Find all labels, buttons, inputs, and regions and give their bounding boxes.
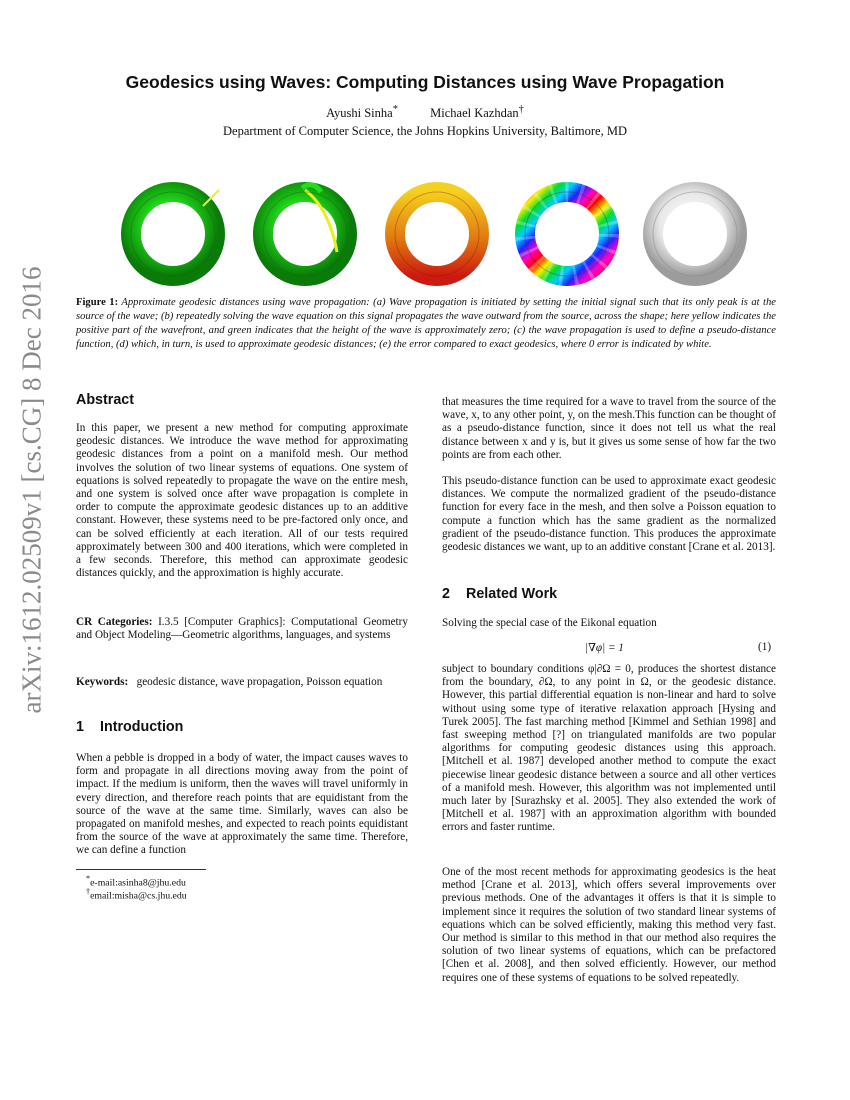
right-paragraph-5: One of the most recent methods for approximating geodesics is the heat method [Crane et al. 2013], which offers several improvements over previous methods. One of the advantages it offers is that it is simple to implement since it requires the solution of two standard linear systems of equations which can be solved efficiently, making this method very fast. Our method is similar to this method in that our method also requires the solution of two linear systems of equations, which can be prefactored [Chen et al. 2008], and then solved efficiently. However, our method requires one of these systems of equations to be solved repeatedly. <box>442 866 776 984</box>
author-2-mark: † <box>518 104 524 115</box>
right-paragraph-4: subject to boundary conditions φ|∂Ω = 0, produces the shortest distance from the boundary, ∂Ω, to any point in Ω, or the geodesic distance. However, this partial differential equation is non-linear and hard to solve without using some type of iterative relaxation approach [Hysing and Turek 2005]. The fast marching method [Kimmel and Sethian 1998] and fast sweeping method [?] on triangulated manifolds are two popular algorithms for computing geodesic distances using this approach. [Mitchell et al. 1987] developed another method to compute the exact piecewise linear geodesic distance between a source and all other vertices of a manifold mesh. However, this algorithm was not implemented until much later by [Surazhsky et al. 2005]. They also extended the work of [Mitchell et al. 1987] with an approximation algorithm with bounded errors and faster runtime. <box>442 663 776 834</box>
figure-caption <box>76 296 776 352</box>
related-title: Related Work <box>466 586 558 602</box>
paper-title: Geodesics using Waves: Computing Distances using Wave Propagation <box>125 72 725 92</box>
author-2: Michael Kazhdan <box>430 106 519 121</box>
abstract-body: In this paper, we present a new method for computing approximate geodesic distances. We introduce the wave method for approximating geodesic distances from a point on a manifold mesh. Our method involves the solution of two linear systems of equations. One system of equations is solved repeatedly to propagate the wave on the entire mesh, and one system is solved once after wave propagation is complete in order to compute the approximate geodesic distances up to an additive constant. However, these systems need to be pre-factored only once, and can be solved efficiently at each iteration. All of our tests required approximately between 300 and 400 iterations, which were completed in a few seconds. Therefore, this method can approximate geodesic distances quickly, and the approximation is highly accurate. <box>76 422 408 580</box>
keywords-label: Keywords: <box>76 676 129 688</box>
figure-caption-text: Approximate geodesic distances using wave propagation: (a) Wave propagation is initiated by setting the initial signal such that its only peak is at the source of the wave; (b) repeatedly solving the wave equation on this signal propagates the wave outward from the source, across the shape; here yellow indicates the positive part of the wavefront, and green indicates that the height of the wave is approximately zero; (c) the wave propagation is used to define a pseudo-distance function, (d) which, in turn, is used to approximate geodesic distances; (e) the error compared to exact geodesics, where 0 error is indicated by white. <box>76 297 776 350</box>
abstract-heading: Abstract <box>76 392 134 408</box>
intro-number: 1 <box>76 719 84 735</box>
footnote-2-text: email:misha@cs.jhu.edu <box>90 890 187 902</box>
footnote-rule <box>76 869 206 870</box>
author-1: Ayushi Sinha <box>326 106 393 121</box>
figure-label: Figure 1: <box>76 297 119 308</box>
footnote-2-mark: † <box>86 887 91 896</box>
torus-b <box>263 185 347 276</box>
intro-title: Introduction <box>100 719 184 735</box>
affiliation: Department of Computer Science, the Johns Hopkins University, Baltimore, MD <box>223 124 627 138</box>
author-line <box>0 104 850 121</box>
arxiv-stamp-text: arXiv:1612.02509v1 [cs.CG] 8 Dec 2016 <box>16 266 47 714</box>
equation-1: |∇φ| = 1 <box>585 642 624 654</box>
right-paragraph-3: Solving the special case of the Eikonal equation <box>442 617 657 629</box>
intro-body: When a pebble is dropped in a body of water, the impact causes waves to form and propagate in all directions moving away from the point of impact. If the medium is uniform, then the waves will travel uniformly in every direction, and therefore reach points that are equidistant from the source of the wave at the same time. Similarly, waves can also be propagated on manifold meshes, and expected to reach points equidistant from the source of the wave at approximately the same time. Therefore, we can define a function <box>76 752 408 857</box>
torus-a <box>131 190 219 276</box>
related-number: 2 <box>442 586 450 602</box>
footnote-1-text: e-mail:asinha8@jhu.edu <box>90 877 186 889</box>
intro-heading <box>76 719 408 735</box>
keywords-text: geodesic distance, wave propagation, Poisson equation <box>136 676 383 688</box>
torus-e <box>653 192 737 276</box>
right-paragraph-2: This pseudo-distance function can be used to approximate exact geodesic distances. We compute the normalized gradient of the pseudo-distance function for every face in the mesh, and then solve a Poisson equation to compute a function which has the same gradient as the normalized gradient of the pseudo-distance function. This produces the approximate geodesic distances we want, up to an additive constant [Crane et al. 2013]. <box>442 475 776 554</box>
footnote-2 <box>86 886 418 903</box>
right-paragraph-1: that measures the time required for a wave to travel from the source of the wave, x, to any other point, y, on the mesh.This function can be thought of as a pseudo-distance function, since it does not tell us what the real distance between x and y is, but it gives us some sense of how far the two points are from each other. <box>442 396 776 461</box>
related-work-heading <box>442 586 776 602</box>
cr-categories-text: I.3.5 [Computer Graphics]: Computational Geometry and Object Modeling—Geometric algorithms, languages, and systems <box>76 616 408 642</box>
cr-categories <box>76 616 408 642</box>
footnote-1-mark: * <box>86 874 91 883</box>
torus-c <box>395 192 479 276</box>
torus-d <box>525 192 609 276</box>
keywords <box>76 676 408 689</box>
author-1-mark: * <box>392 104 398 115</box>
equation-1-number: (1) <box>758 641 772 653</box>
figure-1-torus-renderings <box>115 178 755 290</box>
arxiv-stamp <box>2 266 62 714</box>
cr-categories-label: CR Categories: <box>76 616 153 628</box>
